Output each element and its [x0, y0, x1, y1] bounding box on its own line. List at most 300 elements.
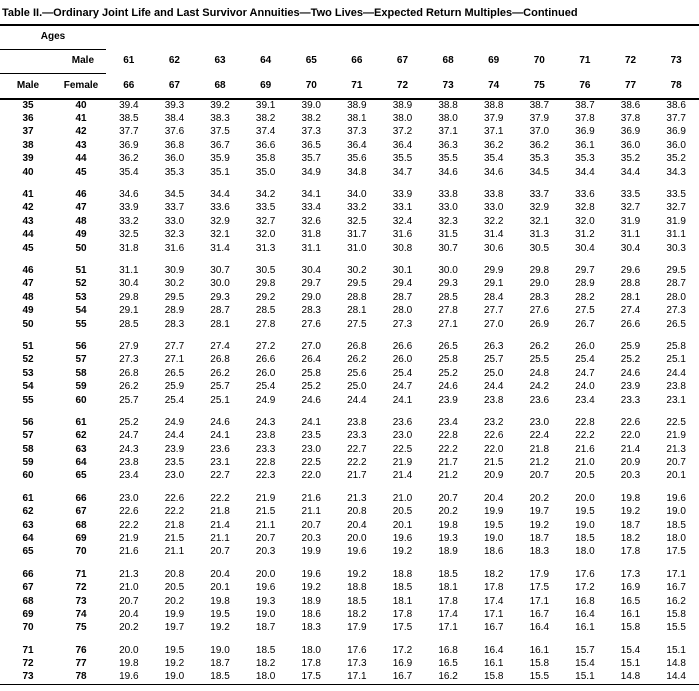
- multiple-value-cell: 16.1: [575, 622, 595, 634]
- male-age-cell: 61: [22, 492, 34, 504]
- multiple-value-cell: 21.9: [255, 492, 276, 504]
- multiple-value-cell: 38.8: [483, 100, 504, 112]
- multiple-value-cell: 26.7: [575, 318, 595, 330]
- multiple-value-cell: 15.8: [620, 622, 641, 634]
- female-age-column-header: 71: [334, 73, 380, 99]
- multiple-value-cell: 17.8: [620, 546, 641, 558]
- multiple-value-cell: 20.1: [210, 582, 230, 594]
- multiple-value-cell: 18.2: [483, 568, 504, 580]
- multiple-value-cell: 23.8: [666, 381, 686, 393]
- multiple-value-cell: 23.5: [164, 457, 185, 469]
- female-age-cell: 63: [75, 443, 87, 455]
- multiple-value-cell: 26.3: [483, 340, 504, 352]
- multiple-value-cell: 36.4: [347, 139, 367, 151]
- table-row: [0, 470, 699, 483]
- multiple-value-cell: 37.0: [529, 126, 550, 138]
- group-spacer-row: [0, 407, 699, 416]
- multiple-value-cell: 35.3: [575, 153, 595, 165]
- multiple-value-cell: 19.6: [666, 492, 686, 504]
- multiple-value-cell: 25.9: [620, 340, 641, 352]
- multiple-value-cell: 27.5: [575, 305, 595, 317]
- multiple-value-cell: 21.7: [438, 457, 458, 469]
- multiple-value-cell: 23.4: [438, 416, 458, 428]
- multiple-value-cell: 33.0: [164, 215, 185, 227]
- multiple-value-cell: 26.0: [575, 340, 595, 352]
- multiple-value-cell: 15.5: [529, 671, 550, 683]
- group-spacer-cell: [0, 331, 699, 340]
- multiple-value-cell: 20.0: [119, 644, 139, 656]
- multiple-value-cell: 38.6: [666, 100, 686, 112]
- multiple-value-cell: 18.0: [575, 546, 595, 558]
- multiple-value-cell: 28.5: [119, 318, 139, 330]
- multiple-value-cell: 37.7: [666, 113, 686, 125]
- multiple-value-cell: 30.4: [620, 242, 641, 254]
- multiple-value-cell: 22.8: [255, 457, 276, 469]
- multiple-value-cell: 21.4: [392, 470, 413, 482]
- multiple-value-cell: 16.9: [392, 658, 413, 670]
- multiple-value-cell: 36.9: [119, 139, 139, 151]
- multiple-value-cell: 17.8: [438, 595, 458, 607]
- multiple-value-cell: 31.1: [301, 242, 321, 254]
- ages-header-spacer: [106, 26, 699, 49]
- multiple-value-cell: 23.1: [666, 394, 686, 406]
- male-age-cell: 65: [22, 546, 34, 558]
- multiple-value-cell: 20.2: [529, 492, 550, 504]
- multiple-value-cell: 34.0: [347, 189, 367, 201]
- multiple-value-cell: 38.2: [255, 113, 276, 125]
- multiple-value-cell: 20.7: [210, 546, 230, 558]
- multiple-value-cell: 25.7: [483, 354, 504, 366]
- multiple-value-cell: 35.7: [301, 153, 321, 165]
- female-age-cell: 54: [75, 305, 87, 317]
- multiple-value-cell: 19.5: [483, 519, 504, 531]
- multiple-value-cell: 17.2: [575, 582, 595, 594]
- multiple-value-cell: 23.5: [301, 430, 321, 442]
- group-spacer-cell: [0, 255, 699, 264]
- multiple-value-cell: 21.0: [392, 492, 413, 504]
- multiple-value-cell: 29.1: [483, 278, 504, 290]
- multiple-value-cell: 29.5: [666, 264, 686, 276]
- multiple-value-cell: 20.0: [347, 533, 367, 545]
- multiple-value-cell: 18.6: [301, 608, 321, 620]
- multiple-value-cell: 37.8: [575, 113, 595, 125]
- multiple-value-cell: 25.5: [529, 354, 550, 366]
- multiple-value-cell: 15.4: [575, 658, 595, 670]
- multiple-value-cell: 19.9: [483, 506, 504, 518]
- multiple-value-cell: 28.9: [164, 305, 185, 317]
- multiple-value-cell: 33.9: [392, 189, 413, 201]
- ages-label: Ages: [0, 26, 106, 49]
- multiple-value-cell: 27.4: [210, 340, 230, 352]
- table-title: Table II.—Ordinary Joint Life and Last Survivor Annuities—Two Lives—Expected Return Multiples—Continued: [0, 0, 699, 26]
- multiple-value-cell: 34.3: [666, 166, 686, 178]
- multiple-value-cell: 20.9: [620, 457, 641, 469]
- multiple-value-cell: 18.5: [666, 519, 686, 531]
- multiple-value-cell: 17.2: [392, 644, 413, 656]
- male-age-cell: 52: [22, 354, 34, 366]
- male-age-column-header: 64: [260, 55, 272, 66]
- multiple-value-cell: 17.3: [347, 658, 367, 670]
- female-age-cell: 40: [75, 100, 87, 112]
- multiple-value-cell: 32.0: [255, 229, 276, 241]
- multiple-value-cell: 20.7: [529, 470, 550, 482]
- multiple-value-cell: 23.6: [529, 394, 550, 406]
- multiple-value-cell: 24.7: [575, 367, 595, 379]
- male-age-cell: 50: [22, 318, 34, 330]
- multiple-value-cell: 23.0: [119, 492, 139, 504]
- multiple-value-cell: 33.6: [210, 202, 230, 214]
- multiple-value-cell: 15.4: [620, 644, 641, 656]
- multiple-value-cell: 19.0: [164, 671, 185, 683]
- multiple-value-cell: 19.8: [119, 658, 139, 670]
- multiple-value-cell: 16.7: [483, 622, 504, 634]
- multiple-value-cell: 18.2: [347, 608, 367, 620]
- multiple-value-cell: 32.2: [483, 215, 504, 227]
- table-row: [0, 264, 699, 277]
- multiple-value-cell: 24.7: [119, 430, 139, 442]
- multiple-value-cell: 19.7: [164, 622, 185, 634]
- multiple-value-cell: 15.7: [575, 644, 595, 656]
- multiple-value-cell: 17.1: [529, 595, 550, 607]
- table-body: [0, 99, 699, 684]
- multiple-value-cell: 23.4: [575, 394, 595, 406]
- multiple-value-cell: 18.7: [620, 519, 641, 531]
- multiple-value-cell: 37.9: [483, 113, 504, 125]
- table-row: [0, 416, 699, 429]
- multiple-value-cell: 20.7: [301, 519, 321, 531]
- female-age-cell: 57: [75, 354, 87, 366]
- multiple-value-cell: 21.9: [119, 533, 139, 545]
- multiple-value-cell: 35.3: [529, 153, 550, 165]
- multiple-value-cell: 23.2: [483, 416, 504, 428]
- table-row: [0, 112, 699, 125]
- multiple-value-cell: 22.6: [119, 506, 139, 518]
- multiple-value-cell: 19.6: [347, 546, 367, 558]
- multiple-value-cell: 27.9: [119, 340, 139, 352]
- multiple-value-cell: 22.0: [620, 430, 641, 442]
- multiple-value-cell: 17.6: [347, 644, 367, 656]
- multiple-value-cell: 33.0: [483, 202, 504, 214]
- multiple-value-cell: 17.5: [666, 546, 686, 558]
- multiple-value-cell: 30.9: [164, 264, 185, 276]
- multiple-value-cell: 14.8: [620, 671, 641, 683]
- multiple-value-cell: 21.7: [347, 470, 367, 482]
- female-age-cell: 66: [75, 492, 87, 504]
- male-age-cell: 58: [22, 443, 34, 455]
- multiple-value-cell: 22.2: [347, 457, 367, 469]
- multiple-value-cell: 30.5: [255, 264, 276, 276]
- male-age-cell: 64: [22, 533, 34, 545]
- multiple-value-cell: 36.9: [575, 126, 595, 138]
- multiple-value-cell: 33.7: [164, 202, 185, 214]
- multiple-value-cell: 31.3: [255, 242, 276, 254]
- multiple-value-cell: 25.9: [164, 381, 185, 393]
- multiple-value-cell: 30.6: [483, 242, 504, 254]
- multiple-value-cell: 24.4: [164, 430, 185, 442]
- multiple-value-cell: 19.2: [620, 506, 641, 518]
- multiple-value-cell: 19.9: [164, 608, 185, 620]
- multiple-value-cell: 17.9: [529, 568, 550, 580]
- multiple-value-cell: 36.2: [119, 153, 139, 165]
- multiple-value-cell: 20.7: [438, 492, 458, 504]
- multiple-value-cell: 19.5: [575, 506, 595, 518]
- male-age-cell: 54: [22, 381, 34, 393]
- group-spacer-row: [0, 179, 699, 188]
- male-age-column-header: 69: [488, 55, 500, 66]
- multiple-value-cell: 19.6: [301, 568, 321, 580]
- multiple-value-cell: 31.4: [210, 242, 230, 254]
- table-row: [0, 229, 699, 242]
- multiple-value-cell: 37.3: [347, 126, 367, 138]
- multiple-value-cell: 24.8: [529, 367, 550, 379]
- multiple-value-cell: 23.9: [620, 381, 641, 393]
- table-row: [0, 443, 699, 456]
- multiple-value-cell: 21.8: [210, 506, 230, 518]
- group-spacer-cell: [0, 179, 699, 188]
- multiple-value-cell: 16.5: [438, 658, 458, 670]
- multiple-value-cell: 18.6: [483, 546, 504, 558]
- multiple-value-cell: 24.1: [301, 416, 321, 428]
- multiple-value-cell: 14.8: [666, 658, 686, 670]
- multiple-value-cell: 35.8: [255, 153, 276, 165]
- multiple-value-cell: 18.0: [301, 644, 321, 656]
- multiple-value-cell: 18.3: [529, 546, 550, 558]
- female-age-cell: 78: [75, 671, 87, 683]
- multiple-value-cell: 16.4: [483, 644, 504, 656]
- multiple-value-cell: 27.5: [347, 318, 367, 330]
- multiple-value-cell: 16.8: [575, 595, 595, 607]
- multiple-value-cell: 25.4: [164, 394, 185, 406]
- female-age-cell: 62: [75, 430, 87, 442]
- multiple-value-cell: 17.5: [392, 622, 413, 634]
- multiple-value-cell: 20.2: [438, 506, 458, 518]
- multiple-value-cell: 28.4: [483, 291, 504, 303]
- male-ages-header-row: [0, 49, 699, 73]
- multiple-value-cell: 34.6: [483, 166, 504, 178]
- female-age-cell: 77: [75, 658, 87, 670]
- multiple-value-cell: 25.1: [210, 394, 230, 406]
- multiple-value-cell: 27.8: [438, 305, 458, 317]
- multiple-value-cell: 23.8: [255, 430, 276, 442]
- table-row: [0, 657, 699, 670]
- multiple-value-cell: 23.0: [529, 416, 550, 428]
- multiple-value-cell: 23.0: [164, 470, 185, 482]
- multiple-value-cell: 26.6: [620, 318, 641, 330]
- multiple-value-cell: 22.8: [438, 430, 458, 442]
- female-age-cell: 48: [75, 215, 87, 227]
- multiple-value-cell: 25.8: [301, 367, 321, 379]
- male-age-cell: 47: [22, 278, 34, 290]
- multiple-value-cell: 36.9: [620, 126, 641, 138]
- multiple-value-cell: 22.6: [164, 492, 185, 504]
- multiple-value-cell: 18.3: [301, 622, 321, 634]
- multiple-value-cell: 32.5: [119, 229, 139, 241]
- multiple-value-cell: 36.2: [529, 139, 550, 151]
- multiple-value-cell: 18.9: [301, 595, 321, 607]
- multiple-value-cell: 36.1: [575, 139, 595, 151]
- male-age-cell: 40: [22, 166, 34, 178]
- male-age-cell: 41: [22, 189, 34, 201]
- multiple-value-cell: 25.2: [301, 381, 321, 393]
- multiple-value-cell: 24.7: [392, 381, 413, 393]
- multiple-value-cell: 24.1: [210, 430, 230, 442]
- multiple-value-cell: 38.9: [347, 100, 367, 112]
- multiple-value-cell: 27.0: [301, 340, 321, 352]
- multiple-value-cell: 18.7: [255, 622, 276, 634]
- multiple-value-cell: 17.1: [347, 671, 367, 683]
- multiple-value-cell: 28.3: [164, 318, 185, 330]
- multiple-value-cell: 17.1: [438, 622, 458, 634]
- multiple-value-cell: 20.1: [392, 519, 413, 531]
- multiple-value-cell: 18.2: [620, 533, 641, 545]
- multiple-value-cell: 19.7: [529, 506, 550, 518]
- table-row: [0, 519, 699, 532]
- multiple-value-cell: 16.7: [529, 608, 550, 620]
- male-age-column-header: 61: [123, 55, 135, 66]
- multiple-value-cell: 25.2: [620, 354, 641, 366]
- multiple-value-cell: 39.3: [164, 100, 185, 112]
- multiple-value-cell: 34.4: [575, 166, 595, 178]
- multiple-value-cell: 19.5: [164, 644, 185, 656]
- multiple-value-cell: 21.0: [575, 457, 595, 469]
- multiple-value-cell: 32.7: [666, 202, 686, 214]
- multiple-value-cell: 23.0: [301, 443, 321, 455]
- multiple-value-cell: 26.0: [255, 367, 276, 379]
- multiple-value-cell: 17.4: [438, 608, 458, 620]
- multiple-value-cell: 18.7: [529, 533, 550, 545]
- multiple-value-cell: 21.3: [119, 568, 139, 580]
- table-row: [0, 202, 699, 215]
- multiple-value-cell: 26.5: [164, 367, 185, 379]
- multiple-value-cell: 21.5: [164, 533, 185, 545]
- multiple-value-cell: 22.2: [438, 443, 458, 455]
- multiple-value-cell: 38.3: [210, 113, 230, 125]
- table-row: [0, 492, 699, 505]
- multiple-value-cell: 29.8: [255, 278, 276, 290]
- multiple-value-cell: 31.7: [347, 229, 367, 241]
- multiple-value-cell: 19.6: [119, 671, 139, 683]
- multiple-value-cell: 35.5: [392, 153, 413, 165]
- male-age-cell: 73: [22, 671, 34, 683]
- multiple-value-cell: 28.1: [210, 318, 230, 330]
- multiple-value-cell: 21.1: [210, 533, 230, 545]
- multiple-value-cell: 27.0: [483, 318, 504, 330]
- multiple-value-cell: 21.9: [666, 430, 686, 442]
- female-age-cell: 43: [75, 139, 87, 151]
- multiple-value-cell: 16.7: [666, 582, 686, 594]
- female-age-cell: 61: [75, 416, 87, 428]
- multiple-value-cell: 28.7: [666, 278, 686, 290]
- multiple-value-cell: 27.3: [392, 318, 413, 330]
- multiple-value-cell: 31.9: [666, 215, 686, 227]
- multiple-value-cell: 18.1: [438, 582, 458, 594]
- multiple-value-cell: 20.3: [255, 546, 276, 558]
- multiple-value-cell: 38.4: [164, 113, 185, 125]
- multiple-value-cell: 35.1: [210, 166, 230, 178]
- table-row: [0, 367, 699, 380]
- male-age-column-header: 71: [579, 55, 591, 66]
- female-age-column-header: 78: [653, 73, 699, 99]
- multiple-value-cell: 37.8: [620, 113, 641, 125]
- multiple-value-cell: 19.0: [483, 533, 504, 545]
- table-row: [0, 595, 699, 608]
- multiple-value-cell: 19.8: [210, 595, 230, 607]
- multiple-value-cell: 24.9: [164, 416, 185, 428]
- multiple-value-cell: 26.2: [210, 367, 230, 379]
- multiple-value-cell: 20.4: [210, 568, 230, 580]
- multiple-value-cell: 26.6: [255, 354, 276, 366]
- multiple-value-cell: 27.3: [119, 354, 139, 366]
- table-row: [0, 546, 699, 559]
- group-spacer-cell: [0, 635, 699, 644]
- multiple-value-cell: 17.3: [620, 568, 641, 580]
- multiple-value-cell: 31.0: [347, 242, 367, 254]
- female-age-cell: 75: [75, 622, 87, 634]
- multiple-value-cell: 23.0: [392, 430, 413, 442]
- multiple-value-cell: 30.2: [164, 278, 185, 290]
- multiple-value-cell: 33.8: [483, 189, 504, 201]
- multiple-value-cell: 18.2: [255, 658, 276, 670]
- multiple-value-cell: 34.7: [392, 166, 413, 178]
- table-row: [0, 568, 699, 581]
- multiple-value-cell: 38.8: [438, 100, 458, 112]
- multiple-value-cell: 20.1: [666, 470, 686, 482]
- ages-header-row: [0, 26, 699, 49]
- male-age-column-header: 72: [624, 55, 637, 66]
- multiple-value-cell: 18.5: [210, 671, 230, 683]
- multiple-value-cell: 20.3: [620, 470, 641, 482]
- female-age-column-header: 68: [197, 73, 243, 99]
- multiple-value-cell: 37.1: [483, 126, 504, 138]
- multiple-value-cell: 19.2: [347, 568, 367, 580]
- multiple-value-cell: 34.8: [347, 166, 367, 178]
- multiple-value-cell: 24.6: [438, 381, 458, 393]
- multiple-value-cell: 15.1: [666, 644, 686, 656]
- multiple-value-cell: 31.3: [529, 229, 550, 241]
- multiple-value-cell: 23.3: [620, 394, 641, 406]
- multiple-value-cell: 32.6: [301, 215, 321, 227]
- multiple-value-cell: 16.5: [620, 595, 641, 607]
- male-age-cell: 68: [22, 595, 34, 607]
- multiple-value-cell: 33.5: [666, 189, 686, 201]
- multiple-value-cell: 33.1: [392, 202, 413, 214]
- multiple-value-cell: 15.5: [666, 622, 686, 634]
- female-age-column-header: 69: [243, 73, 289, 99]
- multiple-value-cell: 34.6: [438, 166, 458, 178]
- multiple-value-cell: 25.7: [119, 394, 139, 406]
- multiple-value-cell: 18.8: [392, 568, 413, 580]
- multiple-value-cell: 17.6: [575, 568, 595, 580]
- multiple-value-cell: 19.5: [210, 608, 230, 620]
- multiple-value-cell: 22.0: [483, 443, 504, 455]
- multiple-value-cell: 21.4: [620, 443, 641, 455]
- table-row: [0, 318, 699, 331]
- multiple-value-cell: 16.4: [575, 608, 595, 620]
- male-age-cell: 37: [22, 126, 34, 138]
- multiple-value-cell: 31.9: [620, 215, 641, 227]
- multiple-value-cell: 22.4: [529, 430, 550, 442]
- multiple-value-cell: 36.8: [164, 139, 185, 151]
- multiple-value-cell: 34.4: [210, 189, 230, 201]
- female-age-cell: 42: [75, 126, 87, 138]
- multiple-value-cell: 20.9: [483, 470, 504, 482]
- male-age-cell: 53: [22, 367, 34, 379]
- table-row: [0, 153, 699, 166]
- multiple-value-cell: 22.2: [164, 506, 185, 518]
- multiple-value-cell: 30.8: [392, 242, 413, 254]
- multiple-value-cell: 20.0: [255, 568, 276, 580]
- multiple-value-cell: 27.7: [483, 305, 504, 317]
